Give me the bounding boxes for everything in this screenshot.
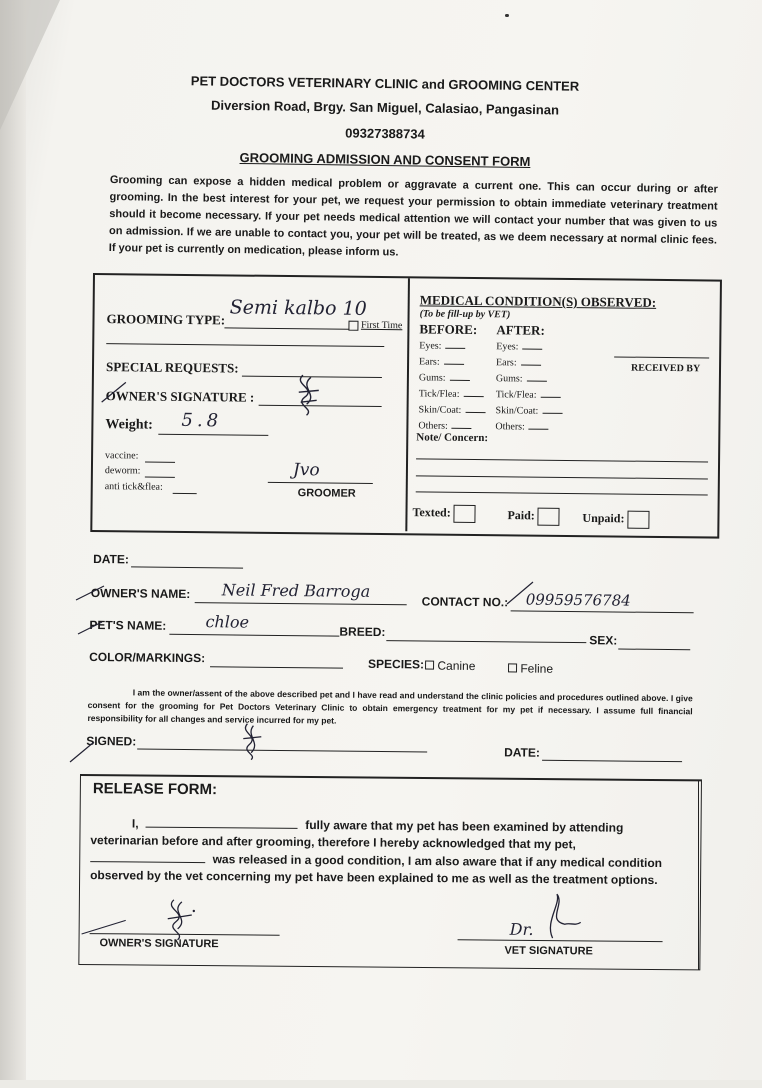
breed-line[interactable] — [386, 640, 586, 643]
after-item-label: Tick/Flea: — [495, 389, 537, 401]
before-item-label: Tick/Flea: — [418, 388, 460, 400]
contact-value[interactable]: 09959576784 — [525, 590, 631, 610]
sex-label: SEX: — [589, 633, 618, 648]
clinic-phone: 09327388734 — [345, 125, 425, 142]
release-name-blank[interactable] — [146, 815, 298, 829]
feline-label: Feline — [520, 661, 554, 676]
vaccine-label: vaccine: — [105, 450, 139, 462]
first-time-label: First Time — [360, 319, 403, 332]
groomer-value[interactable]: Jvo — [292, 460, 320, 481]
before-item-label: Others: — [418, 420, 448, 432]
release-pet-blank[interactable] — [90, 849, 205, 863]
before-item-label: Skin/Coat: — [418, 404, 462, 416]
grooming-type-label: GROOMING TYPE: — [106, 311, 226, 328]
canine-checkbox[interactable] — [425, 660, 434, 669]
signed-line[interactable] — [137, 748, 427, 752]
species-feline[interactable] — [508, 661, 553, 675]
owner-signature-label: OWNER'S SIGNATURE : — [105, 388, 255, 405]
form-title: GROOMING ADMISSION AND CONSENT FORM — [239, 149, 531, 170]
after-item-label: Gums: — [495, 373, 523, 385]
note-label: Note/ Concern: — [416, 431, 489, 445]
deworm-label: deworm: — [104, 465, 141, 477]
medical-title: MEDICAL CONDITION(S) OBSERVED: — [419, 292, 657, 310]
weight-label: Weight: — [105, 417, 153, 433]
intro-paragraph: Grooming can expose a hidden medical problem or aggravate a current one. This can occur during or after grooming. In the best interest for your pet, we request your permission to obtain immediate veterinary treatment should it become necessary. If your pet needs medical attention we will contact your number that was given to us on admission. If we are unable to contact you, your pet will be treated, as we deem necessary at normal clinic fees. If your pet is currently on medication, please inform us. — [108, 173, 718, 259]
release-vet-sign-text: Dr. — [509, 919, 534, 939]
contact-line — [511, 610, 694, 613]
before-item-label: Eyes: — [419, 340, 442, 352]
before-item-label: Ears: — [419, 356, 440, 368]
pet-name-line — [169, 634, 339, 637]
after-item-label: Skin/Coat: — [495, 405, 539, 417]
grooming-type-value[interactable]: Semi kalbo 10 — [229, 296, 367, 320]
consent-date-line[interactable] — [542, 760, 682, 762]
texted-label: Texted: — [412, 505, 451, 520]
release-line-2: veterinarian before and after grooming, therefore I hereby acknowledged that my pet, — [90, 833, 576, 852]
release-line-3-text: was released in a good condition, I am also aware that if any medical condition — [212, 852, 663, 871]
clinic-name: PET DOCTORS VETERINARY CLINIC and GROOMING CENTER — [190, 73, 580, 94]
feline-checkbox[interactable] — [508, 663, 517, 672]
release-title: RELEASE FORM: — [92, 780, 218, 799]
color-label: COLOR/MARKINGS: — [89, 649, 206, 666]
signed-checkmark — [68, 726, 98, 766]
release-owner-sig-label: OWNER'S SIGNATURE — [99, 937, 219, 951]
before-item-label: Gums: — [418, 372, 446, 384]
date-label: DATE: — [93, 552, 130, 567]
owner-name-checkmark — [74, 578, 134, 638]
owner-name-label: OWNER'S NAME: — [90, 585, 191, 602]
canine-label: Canine — [437, 658, 476, 674]
before-label: BEFORE: — [419, 321, 478, 338]
received-by-label: RECEIVED BY — [630, 362, 701, 375]
after-label: AFTER: — [496, 322, 545, 338]
release-vet-sig-label: VET SIGNATURE — [504, 944, 593, 958]
release-body — [90, 814, 689, 889]
groomer-label: GROOMER — [297, 487, 356, 500]
medical-subtitle: (To be fill-up by VET) — [419, 308, 511, 321]
consent-date-label: DATE: — [504, 745, 541, 760]
color-line[interactable] — [210, 666, 343, 668]
anti-tick-label: anti tick&flea: — [104, 481, 163, 493]
species-canine[interactable] — [425, 658, 476, 673]
release-prefix: I, — [131, 816, 139, 831]
contact-checkmark — [505, 578, 535, 608]
after-item-label: Others: — [495, 421, 525, 433]
release-owner-tick — [80, 912, 130, 938]
special-requests-label: SPECIAL REQUESTS: — [105, 359, 239, 376]
pet-name-value[interactable]: chloe — [205, 612, 250, 632]
owner-name-line — [195, 602, 407, 605]
paid-label: Paid: — [507, 508, 535, 523]
release-vet-signature-mark — [535, 892, 585, 942]
consent-text: I am the owner/assent of the above described pet and I have read and understand the clinic policies and procedures outlined above. I give consent for the grooming for Pet Doctors Veterinary Clinic to obtain emergency treatment for my pet if necessary. I assume full financial responsibility for all changes and service incurred for my pet. — [87, 687, 693, 726]
sex-line[interactable] — [618, 649, 690, 651]
contact-label: CONTACT NO.: — [421, 594, 509, 610]
release-owner-signature-mark — [160, 897, 200, 942]
clinic-address: Diversion Road, Brgy. San Miguel, Calasiao, Pangasinan — [210, 97, 560, 118]
release-line-1-text: fully aware that my pet has been examined by attending — [305, 817, 624, 835]
release-right-edge — [698, 780, 699, 970]
after-item-label: Ears: — [496, 357, 517, 369]
pet-name-label: PET'S NAME: — [89, 617, 167, 633]
date-line[interactable] — [131, 566, 243, 568]
release-line-4: observed by the vet concerning my pet have been explained to me as well as the treatment options. — [90, 868, 658, 888]
species-label: SPECIES: — [367, 656, 425, 672]
consent-signature-mark — [237, 721, 267, 761]
after-item-label: Eyes: — [496, 341, 519, 353]
breed-label: BREED: — [339, 624, 386, 640]
owner-name-value[interactable]: Neil Fred Barroga — [221, 580, 371, 601]
signed-label: SIGNED: — [86, 733, 137, 749]
weight-value[interactable]: 5.8 — [181, 409, 223, 432]
unpaid-label: Unpaid: — [582, 510, 625, 526]
release-form-box — [78, 774, 702, 970]
